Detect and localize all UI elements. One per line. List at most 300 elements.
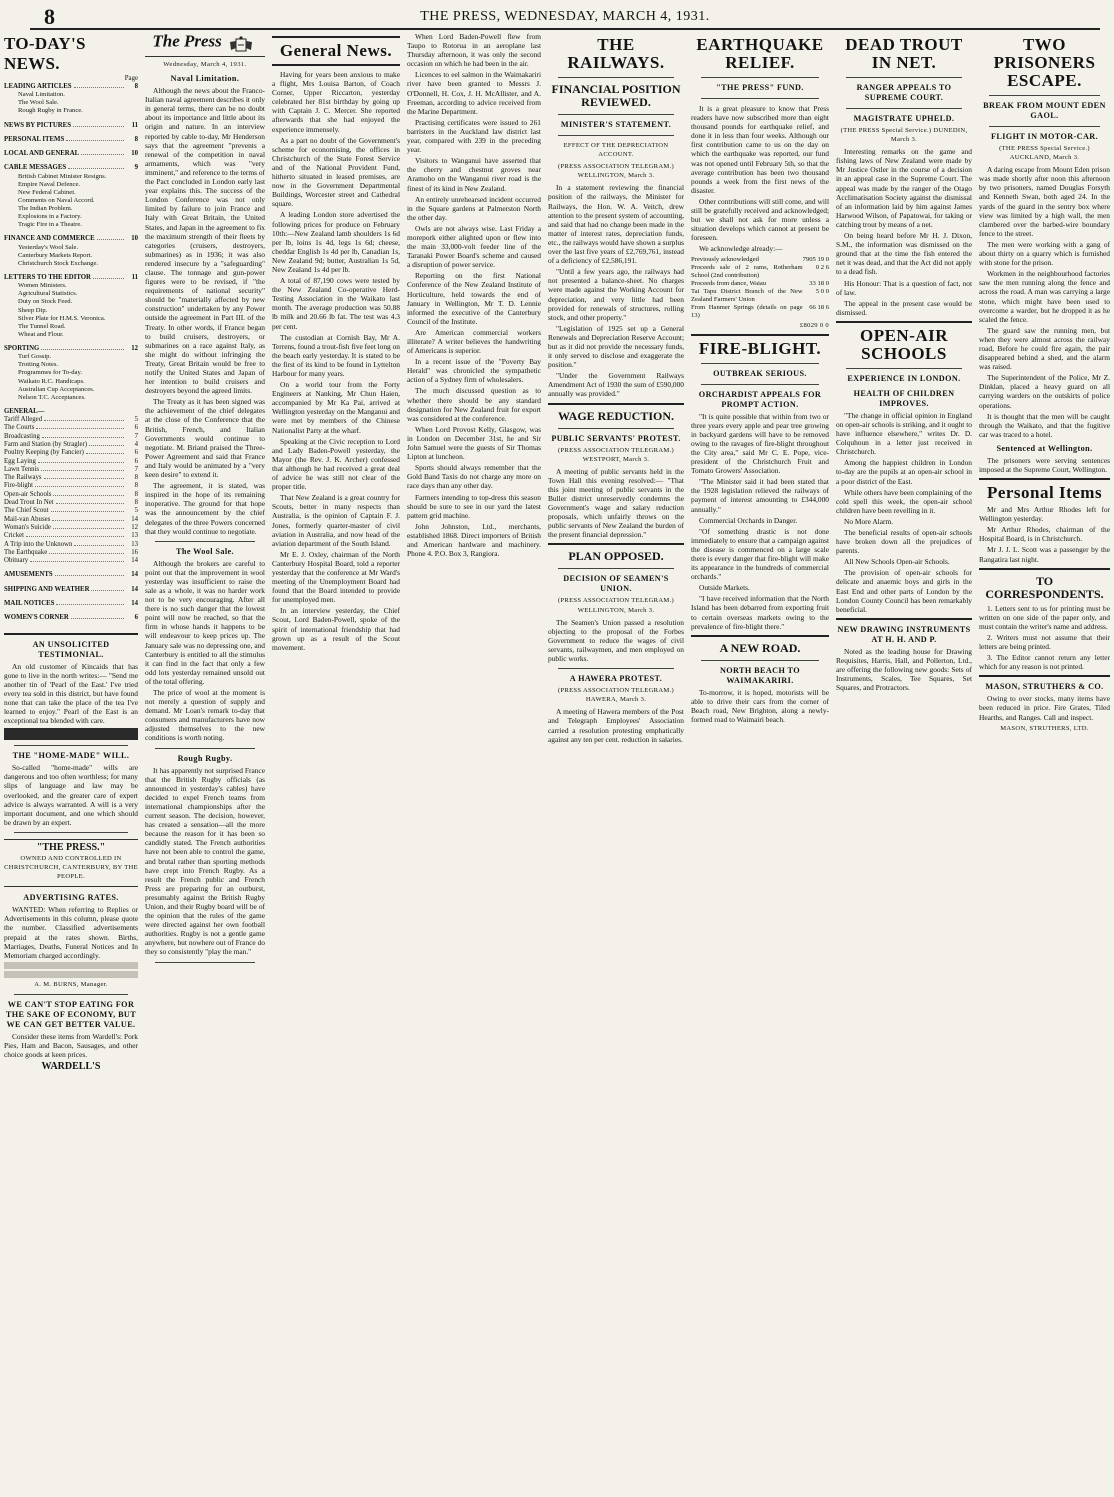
open-air-paragraph: While others have been complaining of the cold spell this week, the open-air school children have been revelling in it. bbox=[836, 487, 972, 515]
fire-paragraph: Outside Markets. bbox=[699, 583, 750, 593]
editorial-sections bbox=[145, 74, 265, 962]
editorial-paragraph: The Treaty as it has been signed was the achievement of the chief delegates at the close of the Conference that the British, French, and Italian Governments would continue to negotiate. M. Briand praised the Three-Power Agreement and said that France and Italy would be animated by a "very keen desire" to extend it. bbox=[145, 397, 265, 480]
index-row bbox=[4, 586, 138, 594]
hawera-title: A HAWERA PROTEST. bbox=[569, 674, 663, 684]
index-row bbox=[4, 345, 138, 353]
index-row-page: 14 bbox=[131, 600, 138, 608]
index-row bbox=[4, 474, 138, 482]
index-subitem: Agricultural Statistics. bbox=[18, 290, 78, 298]
trout-paragraph: Interesting remarks on the game and fishing laws of New Zealand were made by Mr Justice Ostler in the course of a decision in an appeal case in the Supreme Court. The appeal was made by the ranger of the Otago Acclimatisation Society against the dismissal of an information laid by him against James Harwood Wilson, of Papatowai, for taking or catching trout by means of a net. bbox=[836, 147, 972, 229]
index-row-leader bbox=[38, 462, 124, 463]
open-air-paragraph: All New Schools Open-air Schools. bbox=[844, 557, 950, 567]
index-row-label: Obituary bbox=[4, 557, 29, 565]
index-row-leader bbox=[89, 445, 124, 446]
personal-title: Personal Items bbox=[986, 483, 1103, 503]
index-row-page: 13 bbox=[131, 540, 138, 548]
index-row-leader bbox=[55, 575, 124, 576]
index-row bbox=[4, 499, 138, 507]
donation-amount: 7905 19 0 bbox=[802, 255, 829, 263]
index-row bbox=[4, 122, 138, 130]
index-row-page: 8 bbox=[134, 499, 138, 507]
open-air-paragraph: No More Alarm. bbox=[844, 516, 894, 526]
index-row-page: 14 bbox=[131, 585, 138, 593]
drawing-text: Noted as the leading house for Drawing Requisites, Harris, Hall, and Pollerton, Ltd., are offering the following new goods: Sets of Instruments, Scales, Tee Squares, Set Squares, and Protractors. bbox=[836, 646, 972, 693]
index-subitem: The Tunnel Road. bbox=[18, 322, 66, 330]
donation-amount: 0 2 6 bbox=[815, 263, 829, 271]
section-rule bbox=[155, 748, 255, 749]
index-row-page: 11 bbox=[131, 121, 138, 129]
index-row bbox=[4, 532, 138, 540]
index-row-leader bbox=[44, 420, 124, 421]
index-row-label: SHIPPING AND WEATHER bbox=[4, 585, 90, 593]
index-row bbox=[4, 491, 138, 499]
index-subitem: Waikato R.C. Handicaps. bbox=[18, 377, 85, 385]
editorial-date: Wednesday, March 4, 1931. bbox=[163, 61, 247, 68]
index-row-label: LETTERS TO THE EDITOR bbox=[4, 274, 91, 281]
donation-row bbox=[691, 256, 829, 264]
homemade-text: So-called "home-made" wills are dangerous and too often worthless; for many slips of language and law may be overlooked, and the greater care of expert advice is always warranted. A will is a very important document, and one which should be drawn by an expert. bbox=[4, 763, 138, 827]
index-row bbox=[4, 541, 138, 549]
index-row-leader bbox=[42, 437, 124, 438]
index-row bbox=[4, 441, 138, 449]
index-row-leader bbox=[73, 126, 124, 127]
correspondents-paragraph: 2. Writers must not assume that their letters are being printed. bbox=[979, 632, 1110, 652]
news-column-4 bbox=[407, 32, 541, 1491]
index-row-leader bbox=[44, 478, 124, 479]
index-subitem: Explosions in a Factory. bbox=[18, 213, 82, 221]
index-row-label: SPORTING bbox=[4, 344, 40, 352]
press-box-text: OWNED AND CONTROLLED IN CHRISTCHURCH, CANTERBURY, BY THE PEOPLE. bbox=[4, 854, 138, 881]
donation-amount: 66 18 6 bbox=[809, 303, 829, 311]
wage-text: A meeting of public servants held in the Town Hall this evening resolved:— "That this joint meeting of public servants in the Buller district unreservedly condemns the Government's wage and salary reduction proposals, which unfairly throws on the public servants of New Zealand the burden of the present financial depression." bbox=[548, 466, 684, 540]
news-paragraph: Sports should always remember that the Gold Band Taxis do not charge any more on race days than any other day. bbox=[407, 463, 541, 491]
news-paragraph: On a world tour from the Forty Engineers at Nanking, Mr Chun Haien, accompanied by Mr Ka Pai, arrived at Wellington yesterday on the Manganui and were met by members of the Chinese Nationalist Party at the wharf. bbox=[272, 380, 400, 435]
index-row-page: 9 bbox=[134, 164, 138, 172]
index-row bbox=[4, 83, 138, 91]
news-paragraph: Farmers intending to top-dress this season should be sure to see in our yard the latest pattern grid machine. bbox=[407, 492, 541, 520]
index-subitem: Wheat and Flour. bbox=[18, 330, 64, 338]
index-row bbox=[4, 614, 138, 622]
adv-text: WANTED: When referring to Replies or Advertisements in this column, please quote the number. Classified advertisements prepaid at the rates shown. Births, Marriages, Deaths, Funeral Notices and In Memoriam charged accordingly. bbox=[4, 905, 138, 960]
index-row-label: WOMEN'S CORNER bbox=[4, 614, 69, 622]
drawing-title: NEW DRAWING INSTRUMENTS AT H. H. AND P. bbox=[837, 624, 971, 644]
index-row-leader bbox=[68, 168, 124, 169]
donation-table bbox=[691, 256, 829, 320]
railways-sub: FINANCIAL POSITION REVIEWED. bbox=[551, 82, 681, 109]
general-news-title: General News. bbox=[279, 41, 393, 60]
editorial-title: The Press bbox=[152, 32, 222, 51]
index-row bbox=[4, 571, 138, 579]
index-subitem: Christchurch Stock Exchange. bbox=[18, 259, 99, 267]
index-subitem: Turf Gossip. bbox=[18, 353, 52, 361]
donation-label: From Hanmer Springs (details on page 13) bbox=[691, 303, 803, 319]
index-row bbox=[4, 150, 138, 158]
index-row-label: Dead Trout In Net bbox=[4, 499, 54, 507]
prisoners-sub2: FLIGHT IN MOTOR-CAR. bbox=[990, 132, 1099, 141]
fire-paragraph: "It is quite possible that within from two or three years every apple and pear tree growing in backyard gardens will have to be removed owing to the ravages of fire-blight throughout the City area," said Mr C. E. Pope, vice-president of the Christchurch Fruit and Tomato Growers' Association. bbox=[691, 411, 829, 476]
general-news-paras bbox=[272, 70, 400, 652]
earthquake-paras bbox=[691, 104, 829, 242]
index-list bbox=[4, 83, 138, 629]
news-paragraph: An entirely unrehearsed incident occurred in the Square gardens at Palmerston North the other day. bbox=[407, 194, 541, 222]
index-subitem: Sheep Dip. bbox=[18, 306, 48, 314]
index-row-label: Lawn Tennis bbox=[4, 465, 40, 473]
news-paragraph: A total of 87,190 cows were tested by the New Zealand Co-operative Herd-Testing Association in the Waikato last month. The average production was 50.88 lb milk and 20.66 lb fat. The test was 4.3 per cent. bbox=[272, 276, 400, 331]
index-row-label: Egg Laying bbox=[4, 457, 36, 465]
index-subitem: Yesterday's Wool Sale. bbox=[18, 243, 79, 251]
fire-paragraph: "I have received information that the North Island has been debarred from exporting fruit to certain overseas markets owing to the prevalence of fire-blight there." bbox=[691, 594, 829, 631]
sentenced-title: Sentenced at Wellington. bbox=[996, 443, 1093, 453]
index-subitem: Trotting Notes. bbox=[18, 361, 59, 369]
index-gap bbox=[4, 623, 138, 629]
prisoners-title: TWO PRISONERS ESCAPE. bbox=[993, 35, 1096, 90]
news-paragraph: Practising certificates were issued to 261 barristers in the Auckland law district last year, compared with 239 in the preceding year. bbox=[407, 117, 541, 155]
page-number: 8 bbox=[44, 4, 55, 29]
index-row-label: MAIL NOTICES bbox=[4, 600, 55, 608]
trout-column bbox=[836, 32, 972, 1491]
index-row-leader bbox=[56, 604, 124, 605]
index-row bbox=[4, 557, 138, 565]
index-row-page: 10 bbox=[131, 150, 138, 158]
donation-row bbox=[691, 264, 829, 280]
news-paragraph: Mr E. J. Oxley, chairman of the North Canterbury Hospital Board, told a reporter yesterday that the conference at Mr Ward's meeting of the Unemployment Board had found that the Board intended to provide for unemployed men. bbox=[272, 549, 400, 605]
index-row-page: 10 bbox=[131, 235, 138, 243]
index-row bbox=[4, 466, 138, 474]
index-subitem: Naval Limitation. bbox=[18, 91, 65, 99]
news-paragraph: Having for years been anxious to make a flight, Mrs Louisa Barton, of Coach Corner, Upper Riccarton, yesterday celebrated her 81st birthday by going up with Captain J. C. Mercer. She reported afterwards that she had enjoyed the experience immensely. bbox=[272, 70, 400, 134]
trout-assoc: (THE PRESS Special Service.) DUNEDIN, March 3. bbox=[840, 127, 968, 144]
news-paragraph: That New Zealand is a great country for Scouts, better in many respects than Australia, is the opinion of Captain F. J. Jones, formerly quarter-master of civil aviation in Australia, and now head of the aviation department of the South Island. bbox=[272, 493, 400, 548]
open-air-paragraph: Among the happiest children in London to-day are the pupils at an open-air school in a poor district of the East. bbox=[836, 458, 972, 486]
homemade-title: THE "HOME-MADE" WILL. bbox=[12, 751, 130, 761]
hawera-text: A meeting of Hawera members of the Post and Telegraph Employees' Association carried a resolution protesting emphatically against any ten per cent. reduction in salaries. bbox=[548, 707, 684, 744]
index-row bbox=[4, 136, 138, 144]
section-rule bbox=[155, 541, 255, 542]
index-row-leader bbox=[53, 528, 124, 529]
trout-paragraph: On being heard before Mr H. J. Dixon, S.M., the information was dismissed on the ground that at the time the fish entered the net it was dead, and that the Act did not apply to a dead fish. bbox=[836, 231, 972, 277]
index-row-page: 8 bbox=[134, 83, 138, 90]
index-row-label: Farm and Station (by Stragler) bbox=[4, 441, 88, 448]
news-paragraph: In a recent issue of the "Poverty Bay Herald" was chronicled the sympathetic action of a Sydney firm of wholesalers. bbox=[407, 357, 541, 385]
editorial-paragraph: The price of wool at the moment is not merely a question of supply and demand. Mr Loan's remark to-day that consumers and manufacturers have now adjusted themselves to the new conditions is worth noting. bbox=[145, 688, 265, 743]
editorial-masthead bbox=[145, 32, 265, 57]
fire-title: FIRE-BLIGHT. bbox=[698, 338, 822, 358]
donation-label: Tai Tapu District Branch of the New Zealand Farmers' Union bbox=[691, 287, 803, 303]
railways-paras bbox=[548, 183, 684, 398]
railways-paragraph: "Legislation of 1925 set up a General Renewals and Depreciation Reserve Account; but as it did not provide the necessary funds, it only served to disclose and exaggerate the position." bbox=[548, 323, 684, 370]
mason-text: Owing to over stocks, many items have been reduced in price. Fire Grates, Tiled Hearths, and Ranges. Call and inspect. bbox=[979, 694, 1110, 722]
index-subitem: Australian Cup Acceptances. bbox=[18, 385, 95, 393]
railways-paragraph: "Until a few years ago, the railways had not presented a balance-sheet. No charges were made against the Working Account for depreciation, and very little had been provided for renewals of structures, rolling stock, and other property." bbox=[548, 267, 684, 322]
donation-amount: 5 0 0 bbox=[815, 287, 829, 295]
news-paragraph: The much discussed question as to whether there should be any standard designation for New Zealand fruit for export was considered at the conference. bbox=[407, 386, 541, 423]
trout-sub: RANGER APPEALS TO SUPREME COURT. bbox=[856, 83, 952, 102]
earthquake-column bbox=[691, 32, 829, 1491]
index-row-leader bbox=[93, 278, 124, 279]
editorial-paragraph: Although the news about the Franco-Italian naval agreement describes it only in general terms, there can be no doubt about its importance and little about its origin and nature. In an interview reported by cable to-day, Mr Henderson says that the agreement "prevents a renewal of the competition in naval armaments, which was "very imminent," and reference to the terms of the Pact concluded in London early last year explains this. The success of the London Conference was not only limited by failure to join France and Italy with Great Britain, the United States, and Japan in the agreement to fix the maximum strength of their fleets by categories (cruisers, destroyers, submarines) as in 1936; it was also rendered insecure by a "safeguarding" clause. The tonnage and gun-power figures were to be revised, if "the requirements of national security" should be "materially affected by new construction" undertaken by any Power outside the agreement in Part III. of the Treaty. In other words, if France began to build cruisers, destroyers, or submarines on a race against Italy, as she might do without infringing the Treaty, Great Britain would be free to notify the United States and Japan of her intention to build cruisers and destroyers beyond the agreed limits. bbox=[145, 86, 265, 396]
index-subitem: Tragic Fire in a Theatre. bbox=[18, 221, 82, 229]
index-subitem: Duty on Stock Feed. bbox=[18, 298, 73, 306]
adv-title: ADVERTISING RATES. bbox=[23, 893, 119, 903]
railways-assoc: (PRESS ASSOCIATION TELEGRAM.) WELLINGTON, March 3. bbox=[557, 163, 675, 180]
news-paragraph: John Johnston, Ltd., merchants, established 1868. Direct importers of British and American hardware and machinery. Phone 4. P.O. Box 3, Rangiora. bbox=[407, 521, 541, 559]
press-box-title: "THE PRESS." bbox=[36, 841, 106, 853]
press-box bbox=[4, 839, 138, 887]
index-row-label: A Trip into the Unknown bbox=[4, 540, 73, 548]
index-subitem: The Indian Problem. bbox=[18, 205, 73, 213]
general-news-column bbox=[272, 32, 400, 1491]
editorial-paragraph: It has apparently not surprised France that the British Rugby officials (as announced in yesterday's cables) have decided to expel French teams from international championships after the current season. The decision, however, has created a sensation—all the more because the reason for it has been so candidly stated. The French authorities have not been able to control the game, and brutal rather than sporting methods have crept into French Rugby. As a result the French public and French Press are preparing for an outburst, presumably against the British Rugby Union, and their Rugby board will be of the opinion that the rules of the game were directed against her own football authorities. Rugby is not a gentle game anywhere, but nowhere out of France do they so consistently "play the man." bbox=[145, 765, 265, 957]
index-row-leader bbox=[74, 87, 124, 88]
index-row-page: 7 bbox=[134, 465, 138, 473]
index-row-label: Broadcasting bbox=[4, 432, 40, 440]
index-subitem: Programmes for To-day. bbox=[18, 369, 82, 377]
open-air-paras bbox=[836, 411, 972, 614]
index-row-leader bbox=[81, 154, 124, 155]
news-paragraph: The custodian at Cornish Bay, Mr A. Terrens, found a trout-fish five feet long on the beach early yesterday. It is stated to be the first of its kind to be found in Lyttelton Harbour for many years. bbox=[272, 332, 400, 378]
index-row-page: 6 bbox=[134, 457, 138, 465]
coat-of-arms-icon bbox=[228, 36, 254, 54]
index-row-page: 5 bbox=[134, 507, 138, 515]
donation-row bbox=[691, 280, 829, 288]
index-row-leader bbox=[26, 536, 124, 537]
index-row bbox=[4, 449, 138, 457]
index-subitem: The Wool Sale. bbox=[18, 99, 59, 107]
index-row-leader bbox=[86, 453, 124, 454]
earthquake-title: EARTHQUAKE RELIEF. bbox=[696, 35, 824, 72]
index-row bbox=[4, 235, 138, 243]
index-row-label: NEWS BY PICTURES bbox=[4, 121, 71, 129]
stop-text: Consider these items from Wardell's: Pork Pies, Ham and Bacon, Sausages, and other choice goods at keen prices. bbox=[4, 1031, 138, 1060]
index-row-leader bbox=[97, 239, 124, 240]
index-row-label: Poultry Keeping (by Fancier) bbox=[4, 449, 84, 457]
news-paragraph: As a part no doubt of the Government's scheme for economising, the offices in Christchurch of the State Forest Service and of the National Provident Fund, hitherto situated in leased premises, are now in the Government Departmental Buildings, Worcester street and Cathedral square. bbox=[272, 135, 400, 209]
news-paragraph: When Lord Provost Kelly, Glasgow, was in London on December 31st, he and Sir John Samuel were the guests of Sir Thomas Lipton at luncheon. bbox=[407, 424, 541, 462]
index-row-page: 8 bbox=[134, 490, 138, 498]
open-air-paragraph: The beneficial results of open-air schools have broken down all the prejudices of parents. bbox=[836, 528, 972, 556]
fire-sub: OUTBREAK SERIOUS. bbox=[713, 368, 807, 378]
railways-title: THE RAILWAYS. bbox=[567, 35, 665, 72]
trout-title: DEAD TROUT IN NET. bbox=[845, 35, 963, 72]
index-row-leader bbox=[41, 349, 124, 350]
news-paragraph: Visitors to Wanganui have asserted that the cherry and chestnut groves near Aramoho on the Wanganui river road is the finest of its kind in New Zealand. bbox=[407, 156, 541, 193]
index-row-label: The Chief Scout bbox=[4, 507, 49, 515]
index-row-leader bbox=[35, 486, 124, 487]
index-row-label: The Railways bbox=[4, 474, 42, 482]
index-row-page: 6 bbox=[134, 614, 138, 622]
mason-title: MASON, STRUTHERS & CO. bbox=[985, 682, 1104, 692]
index-row bbox=[4, 482, 138, 490]
prisoners-paragraph: The guard saw the running men, but when they were almost across the railway road, Before he could fire again, the pair disappeared behind a shed, and the alarm was raised. bbox=[979, 325, 1110, 372]
prisoners-paragraph: A daring escape from Mount Eden prison was made shortly after noon this afternoon by two prisoners, named Douglas Forsyth and Kenneth Swan, both aged 24. In the yards of the guard in the sentry box where view was limited by a high wall, the men clambered over the barbed-wire boundary fence to the street. bbox=[979, 165, 1110, 238]
index-row-label: LEADING ARTICLES bbox=[4, 83, 72, 90]
index-row-page: 6 bbox=[134, 424, 138, 432]
trout-paragraph: His Honour: That is a question of fact, not of law. bbox=[836, 278, 972, 297]
personal-paragraph: Mr Arthur Rhodes, chairman of the Hospital Board, is in Christchurch. bbox=[979, 525, 1110, 544]
index-row-leader bbox=[66, 140, 124, 141]
index-row bbox=[4, 274, 138, 282]
index-row-page: 14 bbox=[131, 515, 138, 523]
index-row bbox=[4, 424, 138, 432]
railways-sub2: MINISTER'S STATEMENT. bbox=[560, 120, 672, 129]
road-sub: NORTH BEACH TO WAIMAKARIRI. bbox=[719, 665, 801, 685]
open-air-title: OPEN-AIR SCHOOLS bbox=[859, 325, 949, 363]
index-row-label: FINANCE AND COMMERCE bbox=[4, 235, 95, 243]
prisoners-sub: BREAK FROM MOUNT EDEN GAOL. bbox=[983, 101, 1106, 120]
personal-paragraph: Mr and Mrs Arthur Rhodes left for Wellington yesterday. bbox=[979, 505, 1110, 524]
open-air-sub: EXPERIENCE IN LONDON. bbox=[847, 373, 961, 383]
news-paragraph: Reporting on the first National Conference of the New Zealand Institute of Horticulture, held towards the end of January in Wellington, Mr T. D. Lennie informed the executive of the Canterbury Council of the Institute. bbox=[407, 271, 541, 326]
index-row-leader bbox=[91, 590, 124, 591]
index-row-leader bbox=[30, 561, 124, 562]
plan-title: PLAN OPPOSED. bbox=[568, 549, 664, 564]
index-row-page: 12 bbox=[131, 523, 138, 531]
index-row bbox=[4, 458, 138, 466]
news-paragraph: Speaking at the Civic reception to Lord and Lady Baden-Powell yesterday, the Mayor (the Rev. J. K. Archer) confessed that although he had received a great deal of advice he was still not clear of the proper title. bbox=[272, 436, 400, 492]
index-row-page: 5 bbox=[134, 416, 138, 424]
donation-row bbox=[691, 288, 829, 304]
index-subitem: Silver Plate for H.M.S. Veronica. bbox=[18, 314, 106, 322]
index-row-leader bbox=[53, 495, 124, 496]
fire-sub2: ORCHARDIST APPEALS FOR PROMPT ACTION. bbox=[698, 389, 822, 409]
open-air-sub2: HEALTH OF CHILDREN IMPROVES. bbox=[853, 388, 955, 408]
index-row-page: 4 bbox=[134, 441, 138, 448]
masthead-line: THE PRESS, WEDNESDAY, MARCH 4, 1931. bbox=[420, 9, 710, 24]
prisoners-paragraph: The Superintendent of the Police, Mr Z. Dinklan, placed a heavy guard on all carrying warders on the outskirts of police operations. bbox=[979, 373, 1110, 410]
index-row-page: 8 bbox=[134, 474, 138, 482]
news-paragraph: Are American commercial workers illiterate? A writer believes the handwriting of Americans is superior. bbox=[407, 327, 541, 356]
index-row-leader bbox=[74, 545, 124, 546]
index-row-label: Mail-van Abuses bbox=[4, 515, 51, 523]
column-4-paras bbox=[407, 32, 541, 558]
donation-amount: 33 18 0 bbox=[809, 279, 829, 287]
fire-paragraph: Commercial Orchards in Danger. bbox=[699, 515, 798, 525]
railways-paragraph: "Under the Government Railways Amendment Act of 1930 the sum of £590,000 annually was provided." bbox=[548, 371, 684, 399]
railways-sub3: EFFECT OF THE DEPRECIATION ACCOUNT. bbox=[563, 142, 669, 159]
plan-sub: DECISION OF SEAMEN'S UNION. bbox=[563, 574, 669, 594]
index-row-page: 12 bbox=[131, 344, 138, 352]
index-row-page: 7 bbox=[134, 432, 138, 440]
index-row-label: CABLE MESSAGES bbox=[4, 164, 67, 172]
prisoners-paragraph: It is thought that the men will be caught through the Waikato, and that the fugitive car was traced to a hotel. bbox=[979, 411, 1110, 439]
plan-text: The Seamen's Union passed a resolution objecting to the proposal of the Forbes Government to reduce the wages of civil servants, railwaymen, and men employed on public works. bbox=[548, 617, 684, 664]
railways-column bbox=[548, 32, 684, 1491]
earthquake-paragraph: Other contributions will still come, and will still be gratefully received and acknowledged; but we shall not ask for more unless a situation develops which cannot at present be foreseen. bbox=[691, 196, 829, 243]
index-row-leader bbox=[56, 503, 124, 504]
news-paragraph: When Lord Baden-Powell flew from Taupo to Rotorua in an aeroplane last Thursday afternoon, it was only the second occasion on which he had been in the air. bbox=[407, 32, 541, 69]
prisoners-paragraph: Workmen in the neighbourhood factories saw the men running along the fence and across the road. A man was carrying a large stone, which might have been used to overcome a warder, but he dropped it as he scaled the fence. bbox=[979, 269, 1110, 324]
earthquake-ack: We acknowledge already:— bbox=[699, 244, 783, 254]
sentenced-text: The prisoners were serving sentences imposed at the Supreme Court, Wellington. bbox=[979, 455, 1110, 474]
index-row-leader bbox=[49, 553, 124, 554]
railways-paragraph: In a statement reviewing the financial position of the railways, the Minister for Railways, the Hon. W. A. Veitch, drew attention to the present system of accounting, and said that had no change been made in the matter of interest rates, depreciation funds, etc., the railways would have shown a surplus over the last five years of £2,769,761, instead of a deficiency of £2,586,191. bbox=[548, 183, 684, 266]
correspondents-paragraph: 3. The Editor cannot return any letter which for any reason is not printed. bbox=[979, 653, 1110, 672]
index-row bbox=[4, 164, 138, 172]
personal-paras bbox=[979, 505, 1110, 564]
index-subitem: Rough Rugby in France. bbox=[18, 107, 83, 115]
donation-label: Proceeds from dance, Waiau bbox=[691, 279, 767, 287]
index-row-label: Cricket bbox=[4, 532, 25, 540]
index-row-label: Tariff Alleged bbox=[4, 416, 43, 424]
wage-sub: PUBLIC SERVANTS' PROTEST. bbox=[551, 433, 681, 443]
editorial-heading: Rough Rugby. bbox=[177, 753, 233, 763]
index-row-page: 6 bbox=[134, 449, 138, 457]
wardells-name: WARDELL'S bbox=[41, 1061, 101, 1073]
donation-row bbox=[691, 304, 829, 320]
fire-paragraph: "The Minister said it had been stated that the 1928 legislation relieved the railways of payment of interest amounting to £344,000 annually." bbox=[691, 477, 829, 514]
index-row bbox=[4, 416, 138, 424]
open-air-paragraph: "The change in official opinion in England on open-air schools is striking, and it ought to have influence elsewhere," writes Dr. D. Colquhoun in a letter just received in Christchurch. bbox=[836, 410, 972, 457]
personal-paragraph: Mr J. J. L. Scott was a passenger by the Rangatira last night. bbox=[979, 545, 1110, 564]
index-row-leader bbox=[52, 520, 124, 521]
index-row-label: Open-air Schools bbox=[4, 490, 52, 498]
index-row-label: Fire-blight bbox=[4, 482, 34, 490]
index-subitem: Comments on Naval Accord. bbox=[18, 197, 95, 205]
index-row bbox=[4, 549, 138, 557]
stop-title: WE CAN'T STOP EATING FOR THE SAKE OF ECONOMY, BUT WE CAN GET BETTER VALUE. bbox=[5, 999, 137, 1029]
editorial-heading: The Wool Sale. bbox=[176, 546, 234, 556]
earthquake-paragraph: It is a great pleasure to know that Press readers have now subscribed more than eight thousand pounds for earthquake relief, and done it in less than four weeks. Although our first contribution came to us on the day on which the earthquake was reported, our fund was not opened until February 5th, so that the average contribution has been two thousand pounds a week from the first news of the disaster. bbox=[691, 104, 829, 195]
index-row-label: LOCAL AND GENERAL bbox=[4, 150, 80, 158]
donation-total: £8029 0 0 bbox=[799, 321, 829, 329]
donation-label: Previously acknowledged bbox=[691, 255, 759, 263]
index-subitem: British Cabinet Minister Resigns. bbox=[18, 172, 107, 180]
fire-paras bbox=[691, 412, 829, 631]
index-row-label: The Courts bbox=[4, 424, 35, 432]
index-row bbox=[4, 507, 138, 515]
plan-assoc: (PRESS ASSOCIATION TELEGRAM.) WELLINGTON, March 3. bbox=[557, 597, 675, 614]
wage-title: WAGE REDUCTION. bbox=[557, 408, 674, 423]
index-row-leader bbox=[41, 470, 124, 471]
editorial-column bbox=[145, 32, 265, 1491]
open-air-paragraph: The provision of open-air schools for delicate and anaemic boys and girls in the East End and other parts of London by the London County Council has been remarkably beneficial. bbox=[836, 568, 972, 614]
news-paragraph: A leading London store advertised the following prices for produce on February 10th:—New Zealand lamb shoulders 1s 6d per lb, loins 1s 4d, legs 1s 6d; cheese, cheddar English 1s 4d per lb, Canadian 1s, New Zealand 9d; butter, Australian 1s 5d, New Zealand 1s 4d per lb. bbox=[272, 210, 400, 274]
donation-label: Proceeds sale of 2 rams, Rotherham School (2nd contribution) bbox=[691, 263, 803, 279]
page-masthead bbox=[30, 4, 1100, 30]
index-row bbox=[4, 600, 138, 608]
index-subitem: Nelson T.C. Acceptances. bbox=[18, 393, 86, 401]
index-row-leader bbox=[71, 618, 124, 619]
index-column bbox=[4, 32, 138, 1491]
editorial-paragraph: The agreement, it is stated, was inspired in the hope of its remaining inoperative. The ground for that hope was the announcement by the chief delegates of the three Powers concerned that they would continue to negotiate. bbox=[145, 481, 265, 536]
index-row-page: 13 bbox=[131, 532, 138, 540]
news-paragraph: In an interview yesterday, the Chief Scout, Lord Baden-Powell, spoke of the spirit of international friendship that had grown up as a result of the Scout movement. bbox=[272, 606, 400, 652]
fire-paragraph: "Of something drastic is not done immediately to ensure that a campaign against the disease is commenced on a large scale there is every danger that fire-blight will make its appearance in the hundreds of commercial orchards." bbox=[691, 526, 829, 582]
index-subitem: New Federal Cabinet. bbox=[18, 188, 76, 196]
correspondents-paragraph: 1. Letters sent to us for printing must be written on one side of the paper only, and must contain the writer's name and address. bbox=[979, 603, 1110, 631]
index-row-page: 14 bbox=[131, 571, 138, 579]
trout-sub2: MAGISTRATE UPHELD. bbox=[853, 114, 955, 123]
news-paragraph: Licences to eel salmon in the Waimakariri river have been granted to Messrs J. O'Donnell, H. Cox, J. H. McAllister, and A. Freeman, according to advice received from the Marine Department. bbox=[407, 70, 541, 116]
road-title: A NEW ROAD. bbox=[719, 640, 801, 655]
correspondents-title: TO CORRESPONDENTS. bbox=[985, 573, 1104, 601]
editorial-paragraph: Although the brokers are careful to point out that the improvement in wool yesterday was insufficient to raise the sale as a whole, it was no harder work not to be very encouraging. After all there is no such danger that the lowest point will now be reached, so that the firm in whose hands it happens to be will endeavour to keep prices up. The January sale was no depressing one, and Canterbury is entitled to all the stimulus it can find in the fact that only a few odd lots yesterday remained unsold out of the total offering. bbox=[145, 558, 265, 686]
index-row-page: 14 bbox=[131, 557, 138, 565]
index-general-label: GENERAL— bbox=[4, 407, 45, 415]
prisoners-paras bbox=[979, 165, 1110, 439]
index-subitem: Canterbury Markets Report. bbox=[18, 251, 93, 259]
index-row-page: 16 bbox=[131, 548, 138, 556]
index-subitem: Women Ministers. bbox=[18, 282, 67, 290]
index-row bbox=[4, 516, 138, 524]
prisoners-paragraph: The men were working with a gang of about thirty on a quarry which is furnished with stone for the prison. bbox=[979, 239, 1110, 268]
hawera-assoc: (PRESS ASSOCIATION TELEGRAM.) HAWERA, March 3. bbox=[557, 687, 675, 704]
prisoners-column bbox=[979, 32, 1110, 1491]
index-row-leader bbox=[51, 511, 124, 512]
correspondents-paras bbox=[979, 604, 1110, 672]
index-signature: A. M. BURNS, Manager. bbox=[34, 980, 108, 988]
trout-paragraph: The appeal in the present case would be dismissed. bbox=[836, 298, 972, 317]
